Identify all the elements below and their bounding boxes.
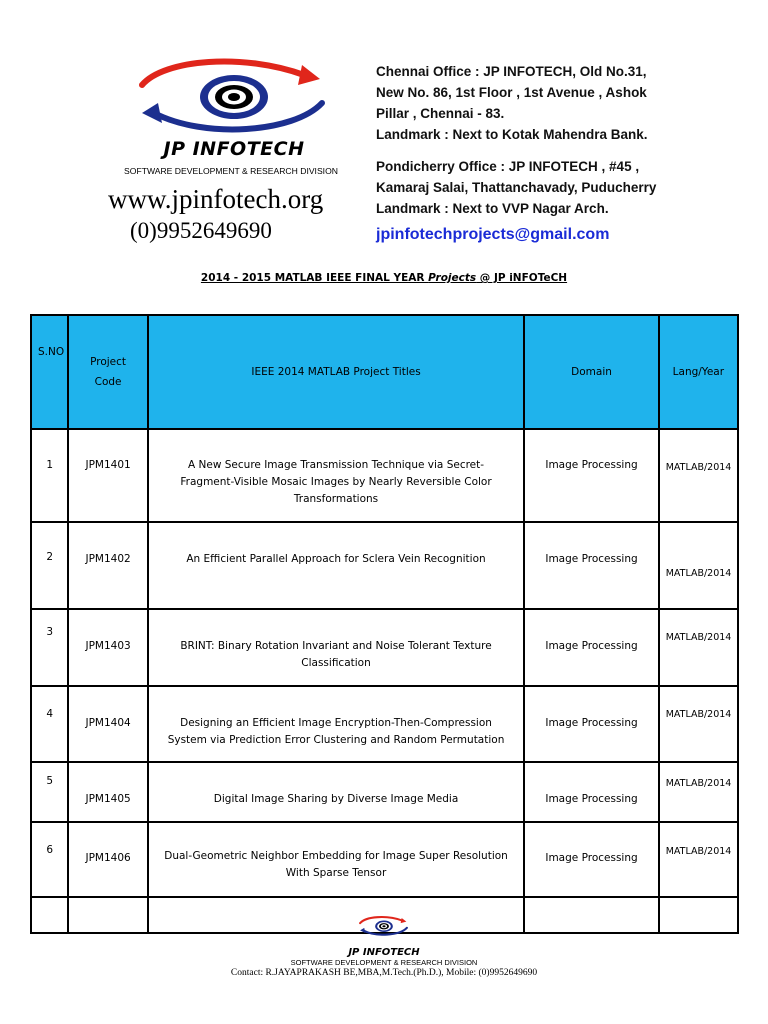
cell-title (148, 686, 525, 762)
address-line: Landmark : Next to Kotak Mahendra Bank. (376, 127, 648, 142)
table-row (31, 609, 738, 686)
cell-lang: MATLAB/2014 (659, 522, 738, 609)
website-text: www.jpinfotech.org (108, 184, 324, 214)
letterhead-banner (94, 49, 682, 257)
pondicherry-office-address (376, 156, 656, 219)
header-code-line: Code (94, 376, 122, 388)
cell-title (148, 762, 525, 822)
title-line: Transformations (293, 493, 379, 505)
cell-empty (68, 897, 147, 933)
table-row (31, 822, 738, 897)
title-line: Dual-Geometric Neighbor Embedding for Image Super Resolution (164, 850, 508, 862)
cell-domain: Image Processing (524, 609, 658, 686)
chennai-office-address (376, 61, 648, 145)
cell-code: JPM1401 (68, 429, 147, 522)
cell-empty (659, 897, 738, 933)
cell-title (148, 822, 525, 897)
header-project-code (68, 315, 147, 429)
cell-lang: MATLAB/2014 (659, 822, 738, 897)
document-title (0, 272, 768, 284)
footer-brand-subtitle: SOFTWARE DEVELOPMENT & RESEARCH DIVISION (290, 958, 478, 967)
table-row (31, 762, 738, 822)
cell-code: JPM1403 (68, 609, 147, 686)
title-line: Digital Image Sharing by Diverse Image Media (213, 793, 459, 805)
cell-empty (524, 897, 658, 933)
cell-lang: MATLAB/2014 (659, 609, 738, 686)
address-line: Landmark : Next to VVP Nagar Arch. (376, 201, 609, 216)
header-title: IEEE 2014 MATLAB Project Titles (148, 315, 525, 429)
cell-title (148, 522, 525, 609)
cell-sno: 2 (31, 522, 68, 609)
email-text: jpinfotechprojects@gmail.com (376, 226, 610, 243)
title-line: BRINT: Binary Rotation Invariant and Noise Tolerant Texture (180, 640, 492, 652)
cell-empty (148, 897, 525, 933)
header-lang-year: Lang/Year (659, 315, 738, 429)
projects-table (30, 314, 739, 934)
cell-code: JPM1405 (68, 762, 147, 822)
address-line: New No. 86, 1st Floor , 1st Avenue , Ashok (376, 85, 647, 100)
cell-domain: Image Processing (524, 762, 658, 822)
cell-sno: 5 (31, 762, 68, 822)
address-line: Pillar , Chennai - 83. (376, 106, 505, 121)
cell-lang: MATLAB/2014 (659, 686, 738, 762)
title-line: Classification (301, 657, 371, 669)
table-header-row (31, 315, 738, 429)
cell-domain: Image Processing (524, 822, 658, 897)
header-code-line: Project (90, 356, 127, 368)
address-line: Chennai Office : JP INFOTECH, Old No.31, (376, 64, 647, 79)
header-domain: Domain (524, 315, 658, 429)
cell-empty (31, 897, 68, 933)
cell-sno: 4 (31, 686, 68, 762)
title-line: Designing an Efficient Image Encryption-Then-Compression (180, 717, 492, 729)
cell-sno: 3 (31, 609, 68, 686)
title-italic: Projects (428, 272, 477, 284)
phone-text: (0)9952649690 (130, 218, 272, 243)
title-line: With Sparse Tensor (285, 867, 387, 879)
footer-contact: Contact: R.JAYAPRAKASH BE,MBA,M.Tech.(Ph.D.), Mobile: (0)9952649690 (230, 968, 538, 978)
title-suffix: @ JP iNFOTeCH (476, 272, 568, 284)
cell-domain: Image Processing (524, 686, 658, 762)
brand-name: JP INFOTECH (163, 138, 305, 160)
title-main: 2014 - 2015 MATLAB IEEE FINAL YEAR (200, 272, 429, 284)
header-sno: S.NO (31, 315, 68, 429)
table-row (31, 686, 738, 762)
cell-title (148, 429, 525, 522)
cell-code: JPM1404 (68, 686, 147, 762)
table-row (31, 429, 738, 522)
cell-title (148, 609, 525, 686)
title-line: Fragment-Visible Mosaic Images by Nearly Reversible Color (180, 476, 492, 488)
cell-lang: MATLAB/2014 (659, 429, 738, 522)
cell-domain: Image Processing (524, 522, 658, 609)
footer-brand-name: JP INFOTECH (348, 947, 420, 958)
table-row (31, 522, 738, 609)
jp-infotech-logo-icon (134, 55, 334, 137)
cell-lang: MATLAB/2014 (659, 762, 738, 822)
address-line: Kamaraj Salai, Thattanchavady, Puducherry (376, 180, 657, 195)
brand-subtitle: SOFTWARE DEVELOPMENT & RESEARCH DIVISION (124, 166, 338, 176)
footer-logo-icon (358, 906, 410, 946)
title-line: A New Secure Image Transmission Technique via Secret- (188, 459, 485, 471)
cell-code: JPM1402 (68, 522, 147, 609)
address-line: Pondicherry Office : JP INFOTECH , #45 , (376, 159, 640, 174)
cell-sno: 1 (31, 429, 68, 522)
title-line: System via Prediction Error Clustering and Random Permutation (167, 734, 505, 746)
cell-code: JPM1406 (68, 822, 147, 897)
title-line: An Efficient Parallel Approach for Sclera Vein Recognition (186, 553, 486, 565)
cell-sno: 6 (31, 822, 68, 897)
cell-domain: Image Processing (524, 429, 658, 522)
